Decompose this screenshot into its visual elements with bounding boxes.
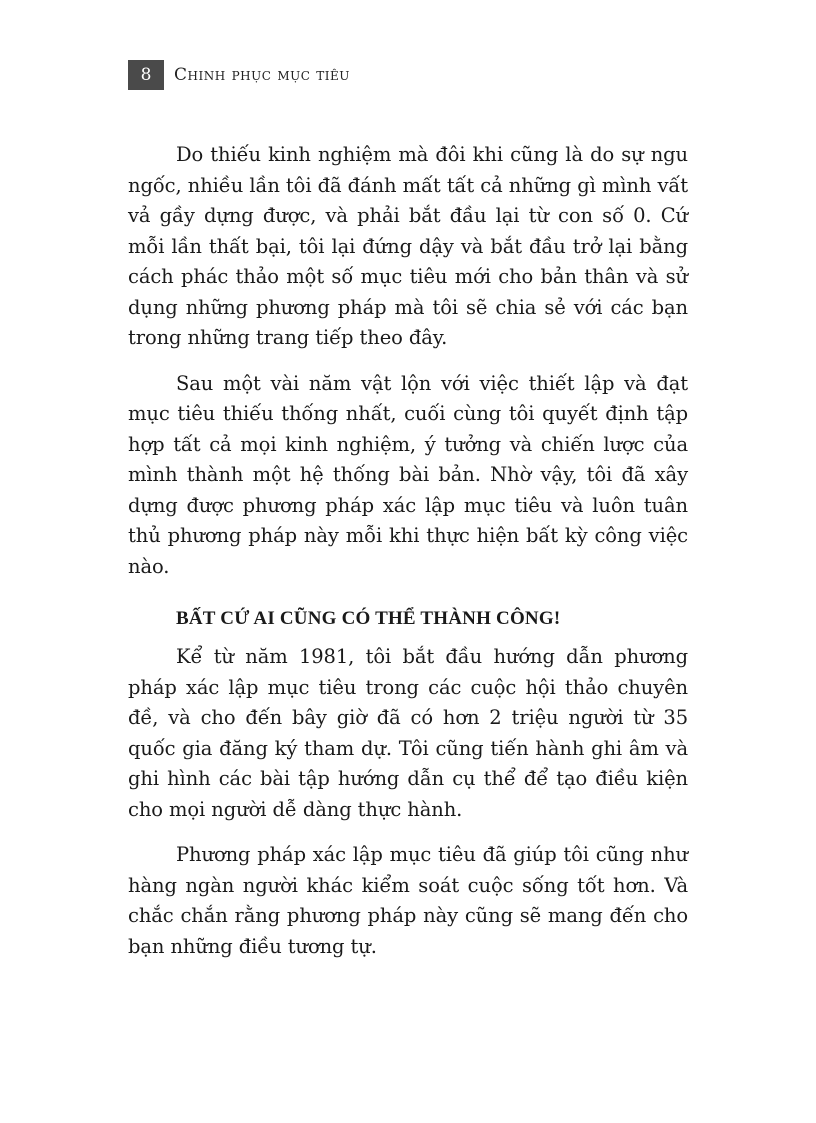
paragraph: Sau một vài năm vật lộn với việc thiết lập và đạt mục tiêu thiếu thống nhất, cuối cùng tôi quyết định tập hợp tất cả mọi kinh nghiệm, ý tưởng và chiến lược của mình thành một hệ thống bài bản. Nhờ vậy, tôi đã xây dựng được phương pháp xác lập mục tiêu và luôn tuân thủ phương pháp này mỗi khi thực hiện bất kỳ công việc nào. xyxy=(128,371,688,578)
page-number: 8 xyxy=(128,60,164,90)
page-body xyxy=(128,140,688,977)
paragraph: Phương pháp xác lập mục tiêu đã giúp tôi cũng như hàng ngàn người khác kiểm soát cuộc sống tốt hơn. Và chắc chắn rằng phương pháp này cũng sẽ mang đến cho bạn những điều tương tự. xyxy=(128,843,688,958)
running-title: Chinh phục mục tiêu xyxy=(174,65,350,85)
paragraph: Kể từ năm 1981, tôi bắt đầu hướng dẫn phương pháp xác lập mục tiêu trong các cuộc hội thảo chuyên đề, và cho đến bây giờ đã có hơn 2 triệu người từ 35 quốc gia đăng ký tham dự. Tôi cũng tiến hành ghi âm và ghi hình các bài tập hướng dẫn cụ thể để tạo điều kiện cho mọi người dễ dàng thực hành. xyxy=(128,645,688,821)
page-header xyxy=(128,60,350,90)
section-heading: BẤT CỨ AI CŨNG CÓ THỂ THÀNH CÔNG! xyxy=(176,608,561,629)
paragraph: Do thiếu kinh nghiệm mà đôi khi cũng là do sự ngu ngốc, nhiều lần tôi đã đánh mất tất cả những gì mình vất vả gầy dựng được, và phải bắt đầu lại từ con số 0. Cứ mỗi lần thất bại, tôi lại đứng dậy và bắt đầu trở lại bằng cách phác thảo một số mục tiêu mới cho bản thân và sử dụng những phương pháp mà tôi sẽ chia sẻ với các bạn trong những trang tiếp theo đây. xyxy=(128,143,688,349)
